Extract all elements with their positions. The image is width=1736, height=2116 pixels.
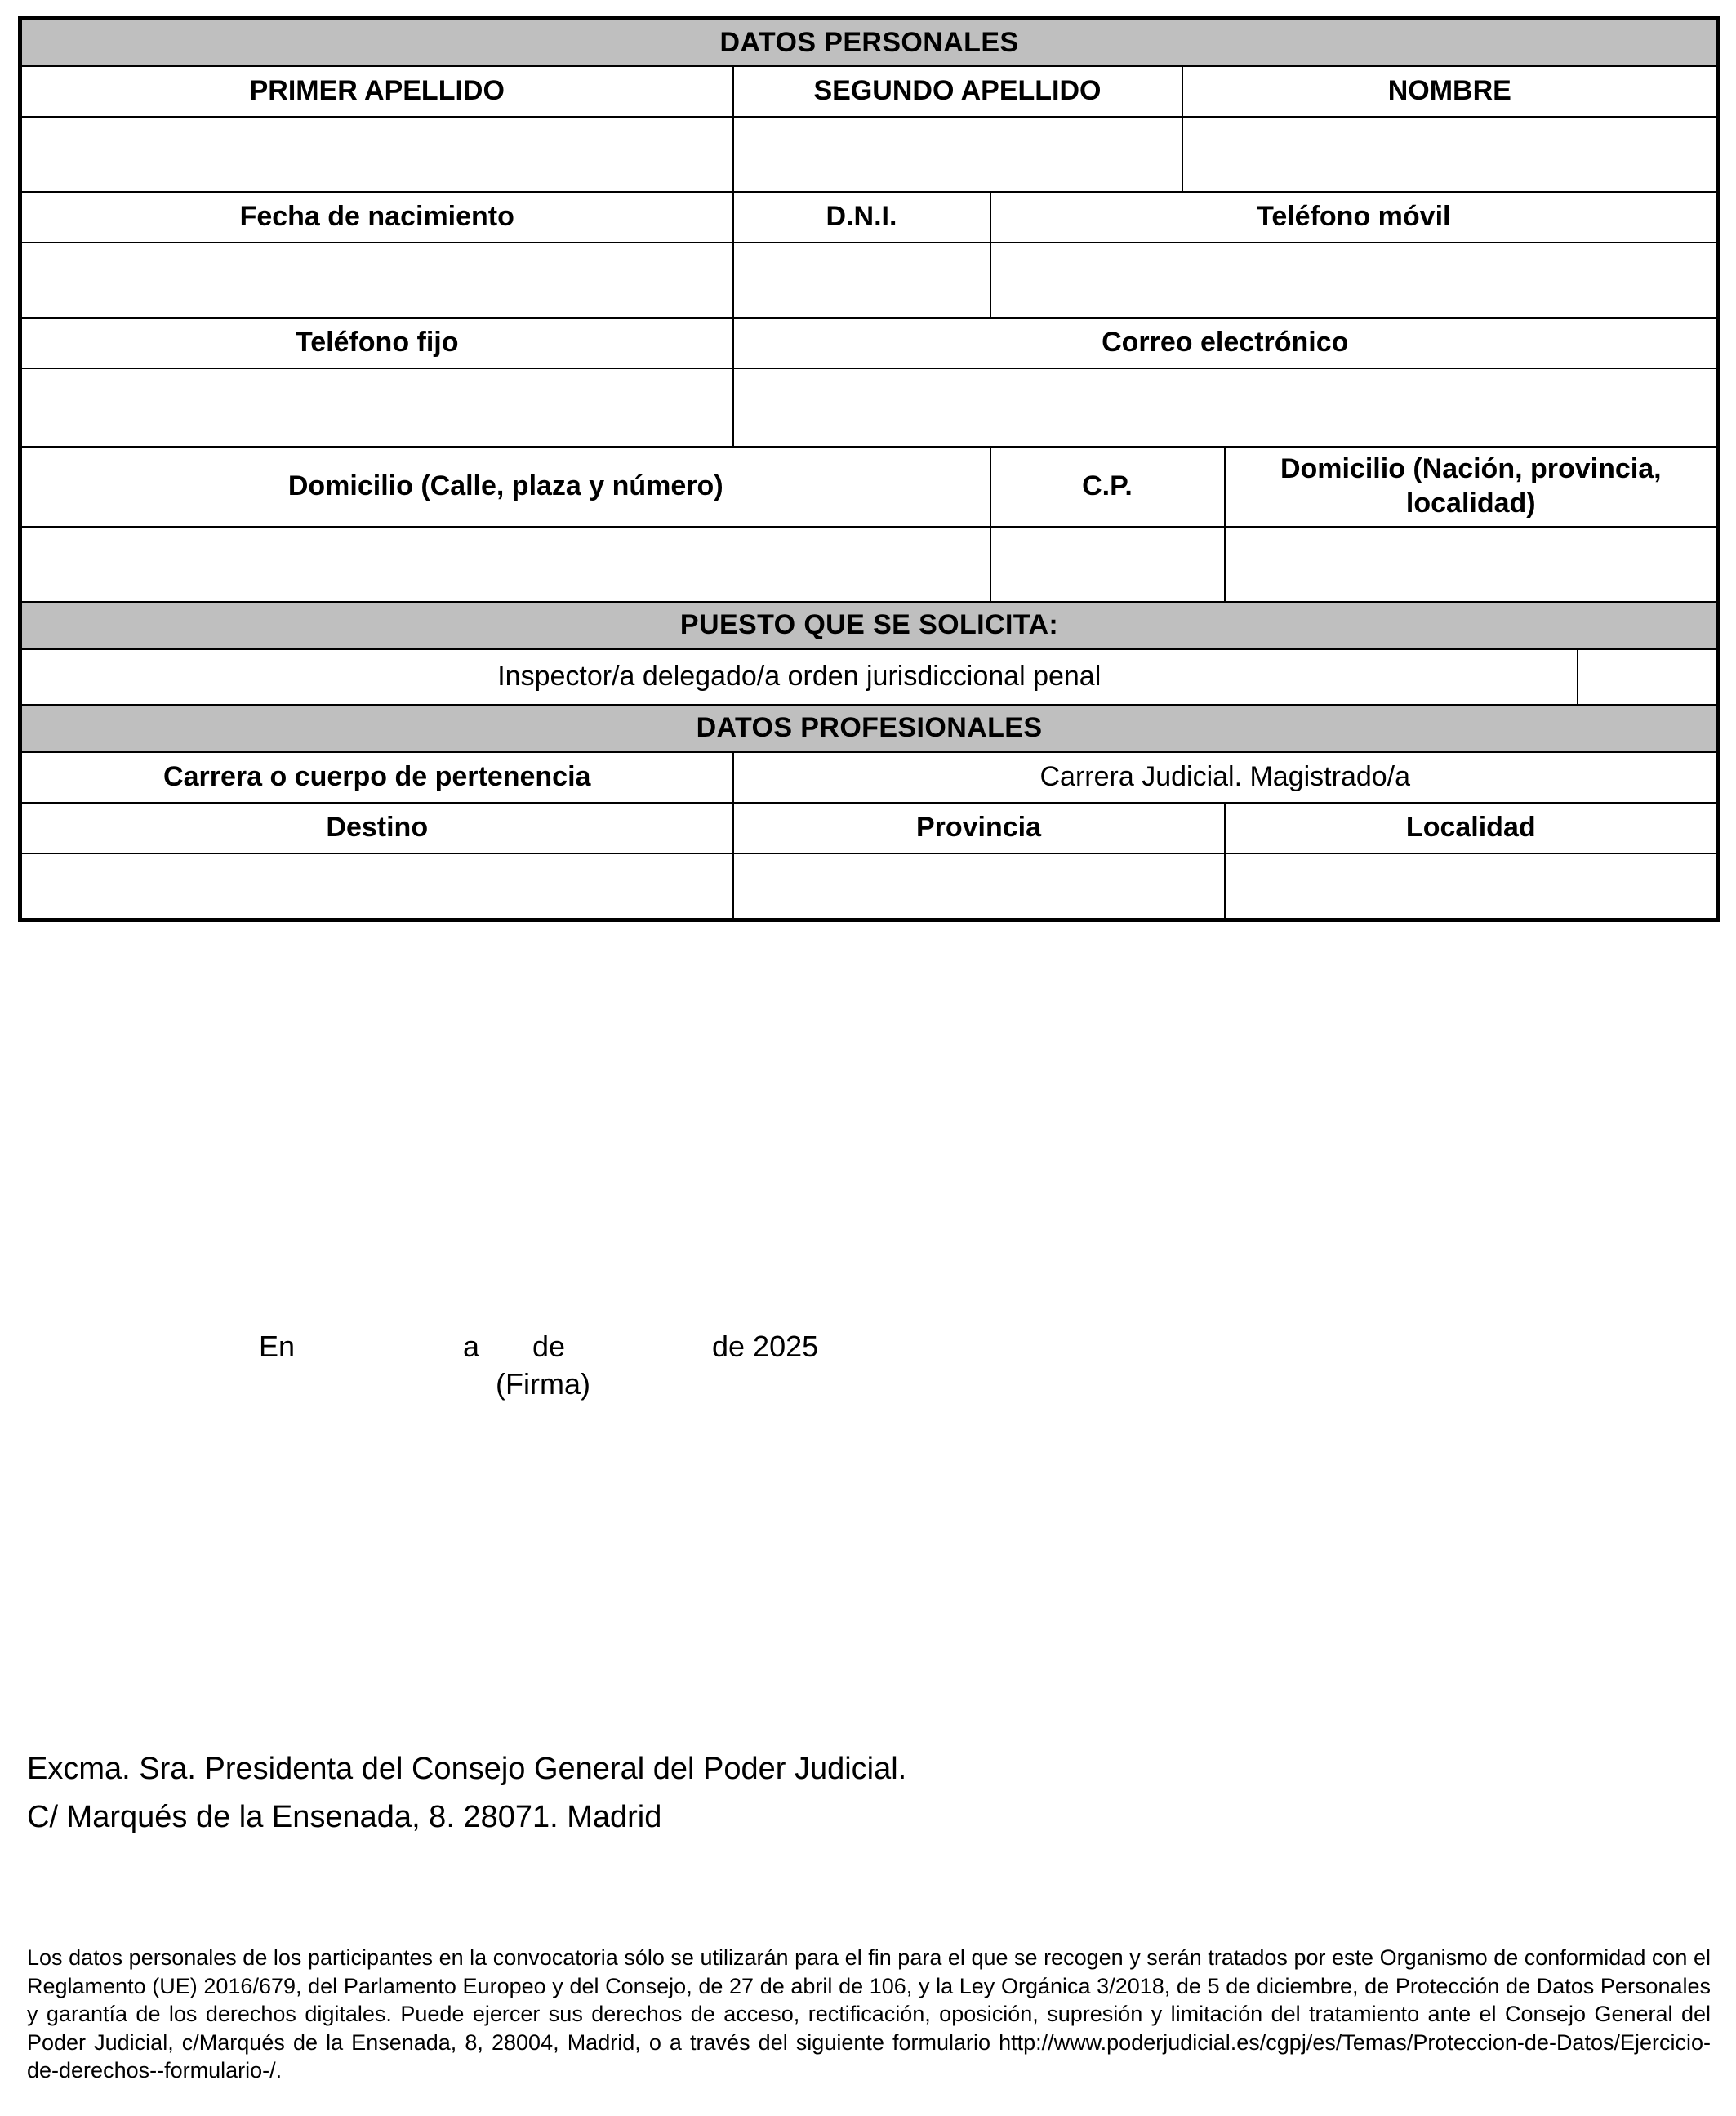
label-domicilio-calle: Domicilio (Calle, plaza y número): [20, 447, 990, 527]
label-telefono-movil: Teléfono móvil: [990, 192, 1719, 243]
value-carrera-cuerpo: Carrera Judicial. Magistrado/a: [733, 752, 1719, 803]
input-nombre[interactable]: [1182, 117, 1719, 192]
input-domicilio-calle[interactable]: [20, 527, 990, 602]
input-telefono-movil[interactable]: [990, 243, 1719, 318]
input-telefono-fijo[interactable]: [20, 368, 733, 447]
label-telefono-fijo: Teléfono fijo: [20, 318, 733, 368]
destino-inputs-row: [20, 853, 1719, 920]
birth-dni-mobile-headers-row: [20, 192, 1719, 243]
address-inputs-row: [20, 527, 1719, 602]
label-dni: D.N.I.: [733, 192, 990, 243]
label-provincia: Provincia: [733, 803, 1225, 853]
input-correo-electronico[interactable]: [733, 368, 1719, 447]
carrera-row: [20, 752, 1719, 803]
privacy-disclaimer-text: Los datos personales de los participantes en la convocatoria sólo se utilizarán para el fin para el que se recogen y serán tratados por este Organismo de conformidad con el Reglamento (UE) 2016/679, del Parlamento Europeo y del Consejo, de 27 de abril de 106, y la Ley Orgánica 3/2018, de 5 de diciembre, de Protección de Datos Personales y garantía de los derechos digitales. Puede ejercer sus derechos de acceso, rectificación, oposición, supresión y limitación del tratamiento ante el Consejo General del Poder Judicial, c/Marqués de la Ensenada, 8, 28004, Madrid, o a través del siguiente formulario http://www.poderjudicial.es/cgpj/es/Temas/Proteccion-de-Datos/Ejercicio-de-derechos--formulario-/.: [27, 1945, 1711, 2083]
section-banner-datos-profesionales: [20, 705, 1719, 752]
date-de-label: de: [532, 1330, 566, 1363]
address-headers-row: [20, 447, 1719, 527]
label-correo-electronico: Correo electrónico: [733, 318, 1719, 368]
label-domicilio-nacion: Domicilio (Nación, provincia, localidad): [1225, 447, 1719, 527]
input-localidad[interactable]: [1225, 853, 1719, 920]
date-en-label: En: [259, 1330, 296, 1363]
date-year-label: de 2025: [712, 1330, 819, 1363]
label-destino: Destino: [20, 803, 733, 853]
addressee-line-1: Excma. Sra. Presidenta del Consejo General del Poder Judicial.: [27, 1752, 907, 1786]
input-destino[interactable]: [20, 853, 733, 920]
input-dni[interactable]: [733, 243, 990, 318]
label-fecha-nacimiento: Fecha de nacimiento: [20, 192, 733, 243]
label-segundo-apellido: SEGUNDO APELLIDO: [733, 66, 1182, 117]
name-inputs-row: [20, 117, 1719, 192]
input-domicilio-nacion[interactable]: [1225, 527, 1719, 602]
label-nombre: NOMBRE: [1182, 66, 1719, 117]
datos-profesionales-banner-label: DATOS PROFESIONALES: [20, 705, 1719, 752]
input-provincia[interactable]: [733, 853, 1225, 920]
application-form-table: [18, 16, 1720, 922]
label-localidad: Localidad: [1225, 803, 1719, 853]
phone-email-inputs-row: [20, 368, 1719, 447]
privacy-disclaimer: [27, 1944, 1711, 2085]
phone-email-headers-row: [20, 318, 1719, 368]
label-cp: C.P.: [990, 447, 1225, 527]
input-segundo-apellido[interactable]: [733, 117, 1182, 192]
input-fecha-nacimiento[interactable]: [20, 243, 733, 318]
firma-label: (Firma): [496, 1367, 590, 1401]
addressee-line-2: C/ Marqués de la Ensenada, 8. 28071. Madrid: [27, 1799, 662, 1834]
input-cp[interactable]: [990, 527, 1225, 602]
section-banner-puesto: [20, 602, 1719, 649]
puesto-banner-label: PUESTO QUE SE SOLICITA:: [20, 602, 1719, 649]
date-a-label: a: [463, 1330, 480, 1363]
addressee-block: [27, 1745, 906, 1842]
label-primer-apellido: PRIMER APELLIDO: [20, 66, 733, 117]
input-primer-apellido[interactable]: [20, 117, 733, 192]
name-headers-row: [20, 66, 1719, 117]
datos-personales-banner-label: DATOS PERSONALES: [20, 19, 1719, 66]
puesto-row: [20, 649, 1719, 705]
birth-dni-mobile-inputs-row: [20, 243, 1719, 318]
date-line: [18, 1330, 1716, 1401]
section-banner-datos-personales: [20, 19, 1719, 66]
puesto-solicitado-value: Inspector/a delegado/a orden jurisdiccional penal: [20, 649, 1578, 705]
signature-date-block: [18, 1330, 1716, 1401]
destino-headers-row: [20, 803, 1719, 853]
puesto-checkbox-cell[interactable]: [1578, 649, 1719, 705]
label-carrera-cuerpo: Carrera o cuerpo de pertenencia: [20, 752, 733, 803]
